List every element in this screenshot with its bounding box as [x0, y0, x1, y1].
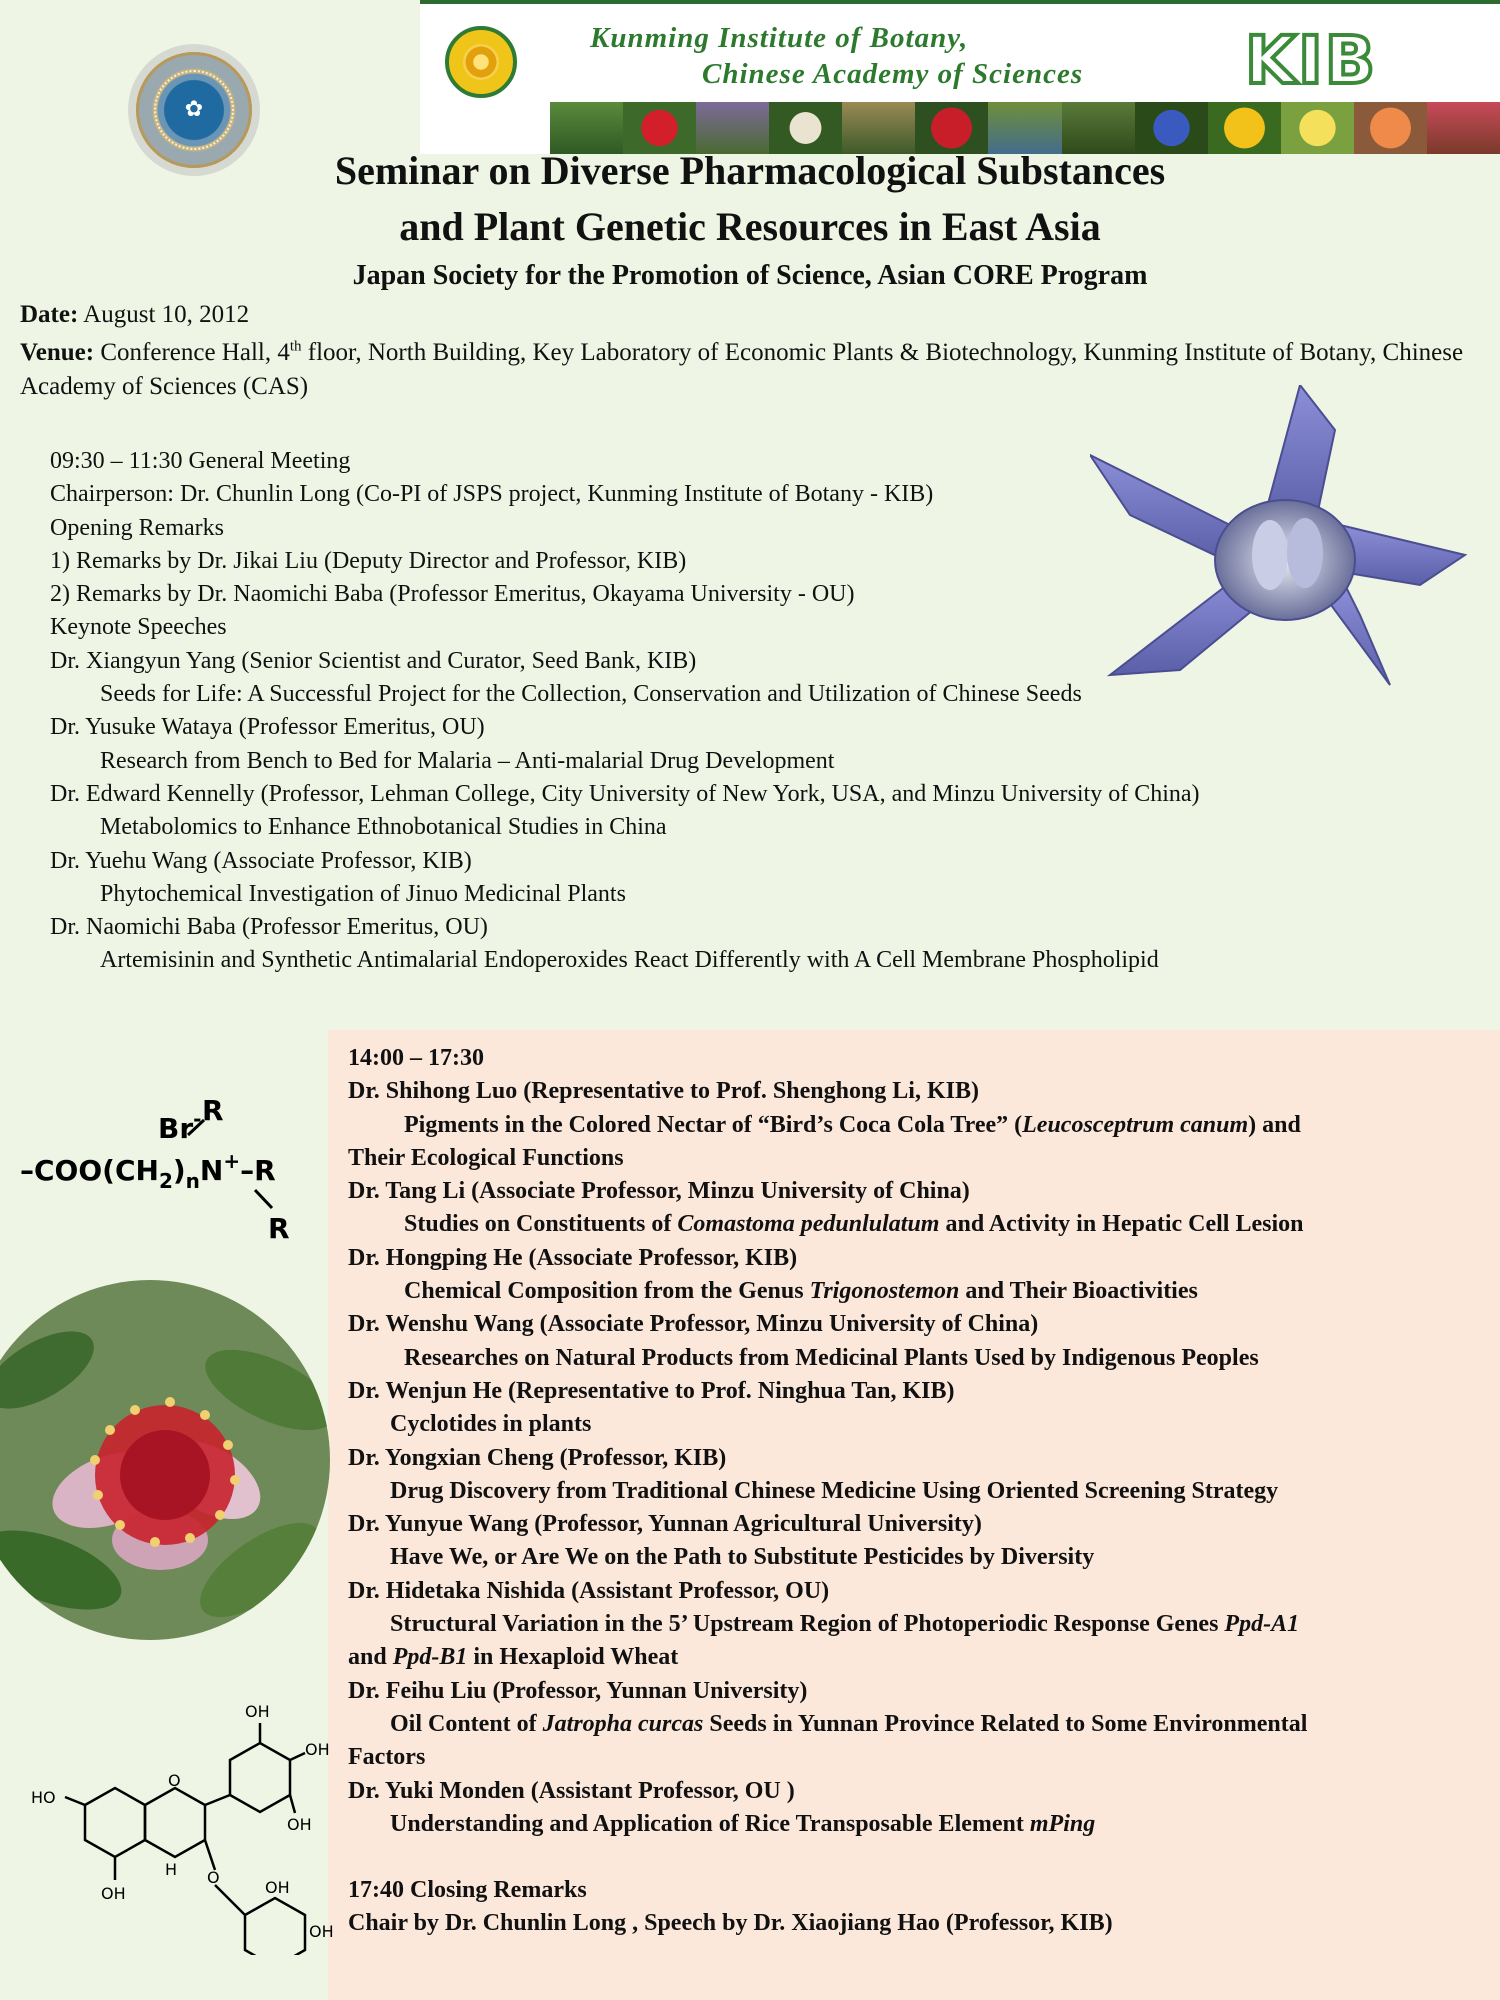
keynote-2-speaker: Dr. Yusuke Wataya (Professor Emeritus, OU)	[50, 714, 485, 741]
egcg-ester-o: O	[207, 1868, 220, 1887]
quaternary-ammonium-formula	[20, 1090, 330, 1240]
banner-academy-name: Chinese Academy of Sciences	[702, 58, 1084, 90]
egcg-oh-5: OH	[265, 1878, 290, 1897]
talk-10-speaker: Dr. Yuki Monden (Assistant Professor, OU )	[348, 1777, 795, 1804]
seminar-title-line2: and Plant Genetic Resources in East Asia	[399, 204, 1101, 249]
date-value: August 10, 2012	[78, 301, 250, 328]
talk-2-title-pre: Studies on Constituents of	[404, 1211, 678, 1238]
gentian-flower-image	[1090, 385, 1470, 695]
afternoon-session	[348, 1042, 1468, 1941]
venue-text-post: floor, North Building, Key Laboratory of Economic Plants & Biotechnology, Kunming Institute of Botany, Chinese Academy of Sciences (CAS)	[20, 339, 1464, 400]
talk-7-speaker: Dr. Yunyue Wang (Professor, Yunnan Agricultural University)	[348, 1511, 982, 1538]
talk-5-title: Cyclotides in plants	[390, 1411, 592, 1438]
keynote-2-talk: Research from Bench to Bed for Malaria – Anti-malarial Drug Development	[100, 747, 835, 774]
formula-r-top: R	[202, 1094, 224, 1127]
talk-8-title-cont	[348, 1641, 1468, 1674]
keynote-3-speaker: Dr. Edward Kennelly (Professor, Lehman College, City University of New York, USA, and Minzu University of China)	[50, 780, 1200, 807]
remark-2: 2) Remarks by Dr. Naomichi Baba (Professor Emeritus, Okayama University - OU)	[50, 581, 855, 608]
remark-1: 1) Remarks by Dr. Jikai Liu (Deputy Director and Professor, KIB)	[50, 547, 687, 574]
talk-4-title: Researches on Natural Products from Medicinal Plants Used by Indigenous Peoples	[404, 1344, 1259, 1371]
talk-4-speaker: Dr. Wenshu Wang (Associate Professor, Minzu University of China)	[348, 1311, 1039, 1338]
formula-br: Br-	[158, 1107, 202, 1145]
kib-banner	[420, 0, 1500, 154]
talk-2-title	[348, 1208, 1468, 1241]
talk-8-title	[348, 1608, 1468, 1641]
banner-institute-name: Kunming Institute of Botany,	[590, 22, 969, 54]
talk-5-speaker: Dr. Wenjun He (Representative to Prof. Ninghua Tan, KIB)	[348, 1377, 955, 1404]
talk-1-title-cont: Their Ecological Functions	[348, 1144, 624, 1171]
egcg-oh-3: OH	[287, 1815, 312, 1834]
egcg-ring-o: O	[168, 1771, 181, 1790]
keynote-5-talk: Artemisinin and Synthetic Antimalarial Endoperoxides React Differently with A Cell Membrane Phospholipid	[100, 947, 1159, 974]
talk-7-title: Have We, or Are We on the Path to Substitute Pesticides by Diversity	[390, 1544, 1095, 1571]
talk-10-title-pre: Understanding and Application of Rice Transposable Element	[390, 1810, 1030, 1837]
talk-9-title-post: Seeds in Yunnan Province Related to Some Environmental	[703, 1710, 1308, 1737]
catechin-gallate-structure	[25, 1475, 345, 1955]
formula-r-bottom: R	[268, 1212, 290, 1240]
egcg-oh-2: OH	[305, 1740, 330, 1759]
talk-9-title	[348, 1708, 1468, 1741]
date-label: Date:	[20, 301, 79, 328]
closing-chair: Chair by Dr. Chunlin Long , Speech by Dr. Xiaojiang Hao (Professor, KIB)	[348, 1910, 1113, 1937]
formula-chain: $-COO(CH_2)_nN^+-R$	[20, 1149, 276, 1193]
keynote-3-talk: Metabolomics to Enhance Ethnobotanical Studies in China	[100, 814, 667, 841]
egcg-oh-4: OH	[101, 1884, 126, 1903]
talk-3-title-genus: Trigonostemon	[809, 1278, 960, 1305]
kib-seal-icon	[445, 26, 517, 98]
talk-1-title-pre: Pigments in the Colored Nectar of “Bird’s Coca Cola Tree” (	[404, 1111, 1023, 1138]
logo-emblem-icon: ✿	[184, 97, 204, 122]
keynote-4-talk: Phytochemical Investigation of Jinuo Medicinal Plants	[100, 880, 626, 907]
talk-8-gene-b1: Ppd-B1	[392, 1644, 468, 1671]
talk-2-title-post: and Activity in Hepatic Cell Lesion	[939, 1211, 1304, 1238]
kib-logo-letters: KIB	[1245, 22, 1378, 99]
talk-1-title	[348, 1109, 1468, 1142]
date-line	[20, 298, 1470, 332]
keynote-1-speaker: Dr. Xiangyun Yang (Senior Scientist and Curator, Seed Bank, KIB)	[50, 647, 697, 674]
talk-8-title-pre: Structural Variation in the 5’ Upstream Region of Photoperiodic Response Genes	[390, 1611, 1225, 1638]
morning-chair: Chairperson: Dr. Chunlin Long (Co-PI of JSPS project, Kunming Institute of Botany - KIB)	[50, 481, 934, 508]
venue-sup: th	[289, 338, 302, 355]
talk-8-gene-a1: Ppd-A1	[1224, 1611, 1300, 1638]
talk-3-speaker: Dr. Hongping He (Associate Professor, KIB)	[348, 1244, 798, 1271]
talk-8-title-post: in Hexaploid Wheat	[467, 1644, 679, 1671]
talk-9-speaker: Dr. Feihu Liu (Professor, Yunnan University)	[348, 1677, 808, 1704]
talk-9-title-pre: Oil Content of	[390, 1710, 543, 1737]
egcg-ho: HO	[31, 1788, 56, 1807]
afternoon-time: 14:00 – 17:30	[348, 1045, 484, 1071]
opening-remarks-heading: Opening Remarks	[50, 514, 224, 541]
talk-3-title-pre: Chemical Composition from the Genus	[404, 1278, 810, 1305]
keynote-heading: Keynote Speeches	[50, 614, 227, 641]
venue-label: Venue:	[20, 339, 95, 366]
seminar-title-line1: Seminar on Diverse Pharmacological Substances	[334, 148, 1166, 193]
talk-10-title-element: mPing	[1029, 1810, 1096, 1837]
talk-9-title-species: Jatropha curcas	[542, 1710, 704, 1737]
talk-1-title-post: ) and	[1248, 1111, 1301, 1138]
egcg-oh-6: OH	[309, 1922, 334, 1941]
talk-1-speaker: Dr. Shihong Luo (Representative to Prof. Shenghong Li, KIB)	[348, 1078, 979, 1105]
closing-time: 17:40 Closing Remarks	[348, 1877, 587, 1904]
egcg-oh-1: OH	[245, 1702, 270, 1721]
talk-2-speaker: Dr. Tang Li (Associate Professor, Minzu University of China)	[348, 1178, 970, 1205]
talk-2-title-species: Comastoma pedunlulatum	[677, 1211, 940, 1238]
morning-time: 09:30 – 11:30 General Meeting	[50, 448, 351, 474]
talk-1-title-species: Leucosceptrum canum	[1022, 1111, 1249, 1138]
talk-9-title-cont: Factors	[348, 1744, 426, 1771]
keynote-4-speaker: Dr. Yuehu Wang (Associate Professor, KIB)	[50, 847, 472, 874]
egcg-h: H	[165, 1860, 178, 1879]
talk-3-title-post: and Their Bioactivities	[959, 1278, 1198, 1305]
talk-3-title	[348, 1275, 1468, 1308]
spacer	[348, 1841, 1468, 1874]
talk-10-title	[348, 1808, 1468, 1841]
keynote-1-talk: Seeds for Life: A Successful Project for the Collection, Conservation and Utilization of Chinese Seeds	[100, 681, 1082, 708]
talk-6-title: Drug Discovery from Traditional Chinese Medicine Using Oriented Screening Strategy	[390, 1477, 1279, 1504]
seminar-subtitle: Japan Society for the Promotion of Science, Asian CORE Program	[352, 260, 1148, 291]
venue-text-pre: Conference Hall, 4	[94, 339, 290, 366]
talk-8-speaker: Dr. Hidetaka Nishida (Assistant Professor, OU)	[348, 1577, 830, 1604]
keynote-5-speaker: Dr. Naomichi Baba (Professor Emeritus, OU)	[50, 914, 488, 941]
talk-6-speaker: Dr. Yongxian Cheng (Professor, KIB)	[348, 1444, 727, 1471]
talk-8-title-mid: and	[348, 1644, 393, 1671]
